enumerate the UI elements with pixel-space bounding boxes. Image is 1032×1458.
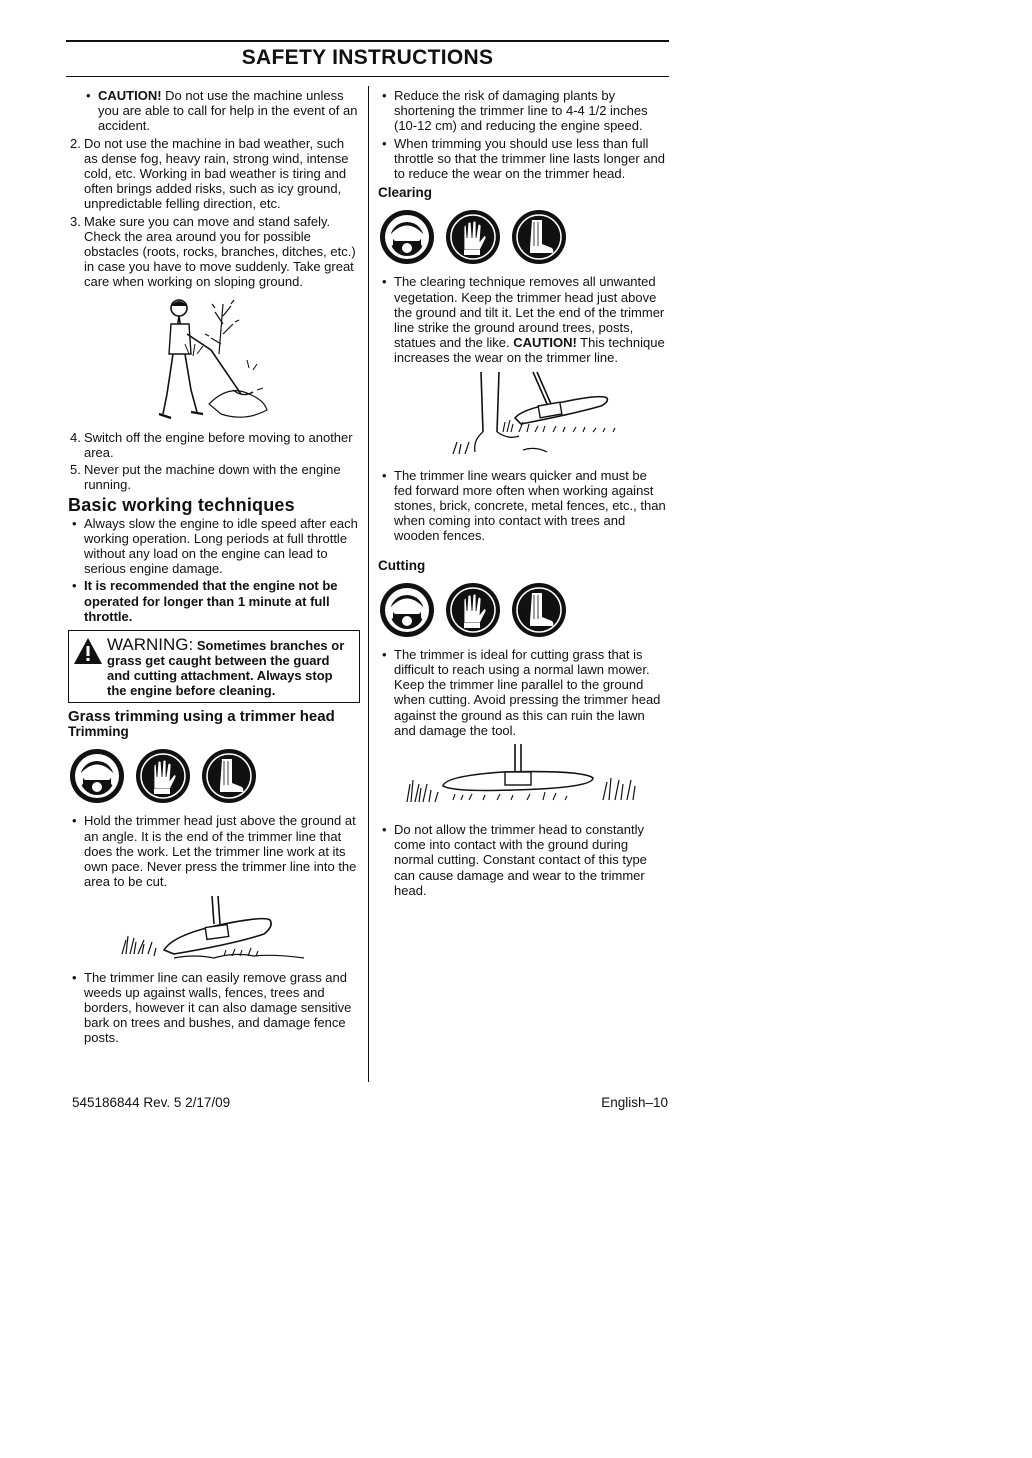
trimming-bullet-2: • The trimmer line can easily remove grass and weeds up against walls, fences, trees and borders, however it can also damage sensitive bark on trees and bushes, and damage fence posts. (72, 969, 352, 1046)
left-column (68, 88, 360, 1048)
boots-icon (510, 581, 568, 639)
ear-eye-protection-icon (378, 581, 436, 639)
caution-label: CAUTION! (98, 88, 162, 103)
clearing-ppe-icons (378, 208, 668, 266)
header-rule-top (66, 40, 669, 42)
boots-icon (510, 208, 568, 266)
header-rule-bottom (66, 76, 669, 77)
clearing-tree-illustration (423, 370, 623, 464)
heading-cutting: Cutting (378, 557, 426, 573)
warning-text: WARNING: Sometimes branches or grass get caught between the guard and cutting attachment. Always stop the engine before cleaning. (107, 635, 345, 699)
list-item-4: 4. Switch off the engine before moving to another area. (70, 429, 353, 460)
gloves-icon (444, 581, 502, 639)
basic-bullet-2: • It is recommended that the engine not be operated for longer than 1 minute at full throttle. (72, 578, 338, 624)
footer-doc-id: 545186844 Rev. 5 2/17/09 (72, 1095, 231, 1110)
cutting-parallel-illustration (393, 742, 653, 818)
boots-icon (200, 747, 258, 805)
warning-triangle-icon (73, 637, 103, 665)
warning-label: WARNING: (107, 635, 194, 655)
heading-clearing: Clearing (378, 185, 433, 201)
right-bullet-1: • Reduce the risk of damaging plants by shortening the trimmer line to 4-4 1/2 inches (10-12 cm) and reducing the engine speed. (382, 88, 648, 134)
operator-slope-illustration (149, 294, 279, 426)
heading-trimming: Trimming (68, 724, 129, 740)
list-item-2: 2. Do not use the machine in bad weather, such as dense fog, heavy rain, strong wind, intense cold, etc. Working in bad weather is tiring and often brings added risks, such as icy ground, unpredictable felling direction, etc. (70, 135, 349, 212)
footer-page-number: English–10 (601, 1095, 668, 1110)
cutting-ppe-icons (378, 581, 668, 639)
list-item-5: 5. Never put the machine down with the engine running. (70, 462, 341, 493)
cutting-bullet-2: • Do not allow the trimmer head to constantly come into contact with the ground during normal cutting. Constant contact of this type can cause damage and wear to the trimmer head. (382, 822, 647, 898)
cutting-bullet-1: • The trimmer is ideal for cutting grass that is difficult to reach using a normal lawn mower. Keep the trimmer line parallel to the ground when cutting. Avoid pressing the trimmer head against the ground as this can ruin the lawn and damage the tool. (382, 646, 661, 738)
basic-bullet-1: • Always slow the engine to idle speed after each working operation. Long periods at full throttle without any load on the engine can lead to serious engine damage. (72, 515, 358, 577)
caution-label: CAUTION! (513, 335, 577, 351)
warning-box (68, 630, 360, 703)
ear-eye-protection-icon (68, 747, 126, 805)
ear-eye-protection-icon (378, 208, 436, 266)
gloves-icon (134, 747, 192, 805)
caution-bullet: • CAUTION! Do not use the machine unless you are able to call for help in the event of an accident. (86, 88, 358, 134)
heading-grass-trimming: Grass trimming using a trimmer head (68, 708, 335, 726)
page-title: SAFETY INSTRUCTIONS (241, 46, 494, 69)
trimming-bullet-1: • Hold the trimmer head just above the ground at an angle. It is the end of the trimmer line that does the work. Let the trimmer line work at its own pace. Never press the trimmer line into the area to be cut. (72, 813, 357, 890)
gloves-icon (444, 208, 502, 266)
trimming-ppe-icons (68, 747, 360, 805)
trimmer-head-angle-illustration (114, 894, 314, 966)
right-bullet-2: • When trimming you should use less than full throttle so that the trimmer line lasts longer and to reduce the wear on the trimmer head. (382, 135, 665, 182)
heading-basic-working-techniques: Basic working techniques (68, 495, 295, 516)
list-item-3: 3. Make sure you can move and stand safely. Check the area around you for possible obstacles (roots, rocks, branches, ditches, etc.) in case you have to move suddenly. Take great care when working on sloping ground. (70, 213, 356, 290)
column-divider (368, 86, 369, 1082)
right-column (378, 88, 668, 900)
clearing-bullet-1: • The clearing technique removes all unwanted vegetation. Keep the trimmer head just above the ground and tilt it. Let the end of the trimmer line strike the ground around trees, posts, statues and the like. CAUTION! This technique increases the wear on the trimmer line. (382, 274, 665, 366)
clearing-bullet-2: • The trimmer line wears quicker and must be fed forward more often when working against stones, brick, concrete, metal fences, etc., than when coming into contact with trees and wooden fences. (382, 467, 666, 544)
